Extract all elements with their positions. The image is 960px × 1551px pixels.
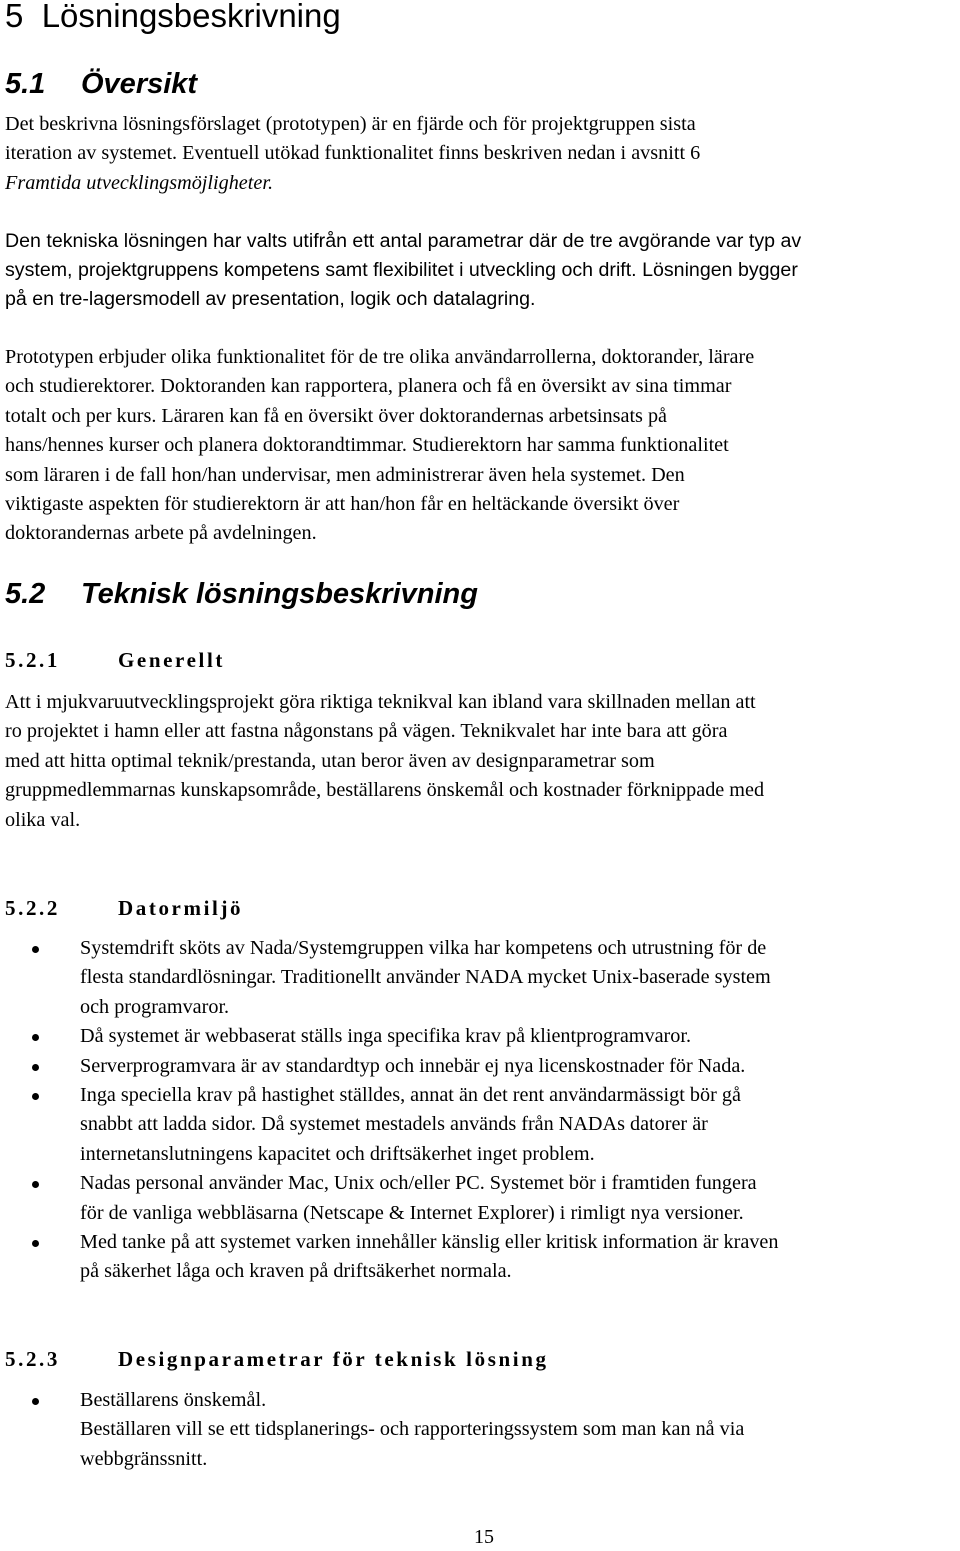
bullet-item: Nadas personal använder Mac, Unix och/eller PC. Systemet bör i framtiden fungera för de vanliga webbläsarna (Netscape & Internet Explorer) i rimligt nya versioner. (0, 1169, 960, 1228)
paragraph-line: ro projektet i hamn eller att fastna någonstans på vägen. Teknikvalet har inte bara att göra (5, 720, 728, 743)
design-bullet-list (0, 1386, 960, 1474)
subsection-number: 5.1 (5, 68, 46, 100)
paragraph-line: med att hitta optimal teknik/prestanda, utan beror även av designparametrar som (5, 749, 655, 772)
paragraph-line: doktorandernas arbete på avdelningen. (5, 522, 317, 545)
bullet-icon (32, 1034, 39, 1041)
user-roles-paragraph (5, 343, 960, 549)
bullet-item: Serverprogramvara är av standardtyp och innebär ej nya licenskostnader för Nada. (0, 1052, 960, 1081)
section-heading-5 (5, 0, 341, 36)
section-reference: 6 (690, 142, 701, 165)
paragraph-line: Att i mjukvaruutvecklingsprojekt göra riktiga teknikval kan ibland vara skillnaden mellan att (5, 691, 756, 713)
subsubsection-number: 5.2.1 (5, 648, 60, 672)
subsection-title: Översikt (81, 68, 198, 100)
bullet-icon (32, 1064, 39, 1071)
paragraph-line: system, projektgruppens kompetens samt flexibilitet i utveckling och drift. Lösningen bygger (5, 259, 798, 281)
subsection-title: Teknisk lösningsbeskrivning (81, 578, 478, 610)
page-number: 15 (474, 1526, 494, 1548)
environment-bullet-list (0, 934, 960, 1287)
general-paragraph (5, 688, 960, 835)
paragraph-line: gruppmedlemmarnas kunskapsområde, beställarens önskemål och kostnader förknippade med (5, 779, 765, 802)
subsubsection-heading-5-2-1 (5, 646, 225, 674)
section-number: 5 (5, 0, 24, 34)
bullet-item: Då systemet är webbaserat ställs inga specifika krav på klientprogramvaror. (0, 1022, 960, 1051)
paragraph-line: hans/hennes kurser och planera doktorandtimmar. Studierektorn har samma funktionalitet (5, 434, 729, 457)
subsection-heading-5-1 (5, 66, 197, 102)
paragraph-line: Prototypen erbjuder olika funktionalitet för de tre olika användarrollerna, doktorander, lärare (5, 346, 755, 368)
bullet-icon (32, 1093, 39, 1100)
bullet-item: Systemdrift sköts av Nada/Systemgruppen vilka har kompetens och utrustning för de flesta standardlösningar. Traditionellt använder NADA mycket Unix-baserade system och programvaror. (0, 934, 960, 1022)
bullet-icon (32, 946, 39, 953)
paragraph-line: och studierektorer. Doktoranden kan rapportera, planera och få en översikt av sina timmar (5, 375, 732, 398)
bullet-icon (32, 1181, 39, 1188)
paragraph-line: iteration av systemet. Eventuell utökad funktionalitet finns beskriven nedan i avsnitt 6 (5, 142, 701, 165)
paragraph-line: Det beskrivna lösningsförslaget (prototypen) är en fjärde och för projektgruppen sista (5, 113, 696, 135)
subsubsection-number: 5.2.2 (5, 896, 60, 920)
bullet-icon (32, 1398, 39, 1405)
bullet-item: Beställarens önskemål. Beställaren vill se ett tidsplanerings- och rapporteringssystem som man kan nå via webbgränssnitt. (0, 1386, 960, 1474)
paragraph-line: olika val. (5, 808, 81, 831)
subsubsection-heading-5-2-3 (5, 1345, 549, 1373)
paragraph-line: totalt och per kurs. Läraren kan få en översikt över doktorandernas arbetsinsats på (5, 404, 668, 427)
bullet-item: Inga speciella krav på hastighet ställdes, annat än det rent användarmässigt bör gå snabbt att ladda sidor. Då systemet mestadels används från NADAs datorer är internetanslutningens kapacitet och driftsäkerhet inget problem. (0, 1081, 960, 1169)
technical-choice-paragraph (5, 227, 960, 314)
bullet-icon (32, 1240, 39, 1247)
section-title: Lösningsbeskrivning (41, 0, 341, 34)
subsection-number: 5.2 (5, 578, 46, 610)
paragraph-line: viktigaste aspekten för studierektorn är att han/hon får en heltäckande översikt över (5, 493, 680, 516)
subsubsection-title: Designparametrar för teknisk lösning (118, 1347, 549, 1371)
subsubsection-heading-5-2-2 (5, 894, 243, 922)
paragraph-line: Framtida utvecklingsmöjligheter. (5, 171, 273, 194)
subsubsection-number: 5.2.3 (5, 1347, 60, 1371)
paragraph-line: på en tre-lagersmodell av presentation, logik och datalagring. (5, 288, 536, 310)
paragraph-line: som läraren i de fall hon/han undervisar, men administrerar även hela systemet. Den (5, 463, 685, 486)
subsubsection-title: Generellt (118, 648, 225, 672)
subsubsection-title: Datormiljö (118, 896, 244, 920)
subsection-heading-5-2 (5, 576, 478, 612)
bullet-item: Med tanke på att systemet varken innehåller känslig eller kritisk information är kraven på säkerhet låga och kraven på driftsäkerhet normala. (0, 1228, 960, 1287)
overview-intro-paragraph (5, 110, 960, 198)
paragraph-line: Den tekniska lösningen har valts utifrån ett antal parametrar där de tre avgörande var typ av (5, 230, 802, 252)
